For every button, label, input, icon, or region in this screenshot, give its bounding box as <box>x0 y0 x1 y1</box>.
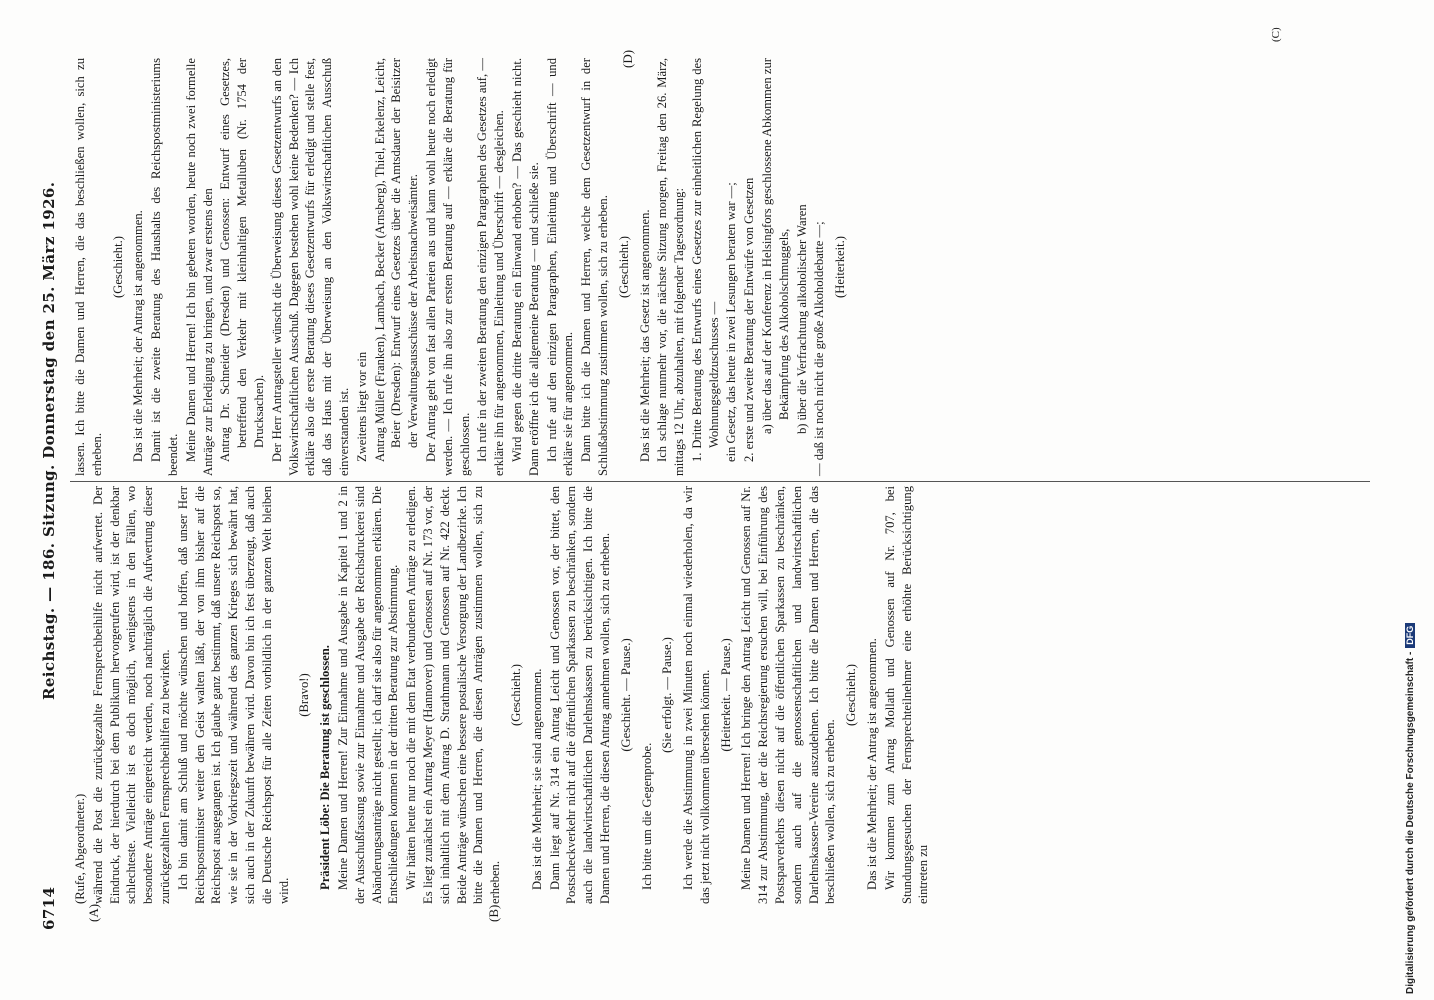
paragraph: Präsident Löbe: Die Beratung ist geschlossen. <box>318 645 333 890</box>
paragraph: Dann bitte ich die Damen und Herren, welche dem Gesetzentwurf in der Schlußabstimmung zustimmen wollen, sich zu erheben. <box>579 58 610 476</box>
paragraph: Dann liegt auf Nr. 314 ein Antrag Leicht und Genossen vor, der bittet, den Postscheckverkehr nicht auf die öffentlichen Sparkassen zu beschränken, sondern auch die landwirtschaftlichen Darlehnskassen zu berücksichtigen. Ich bitte die Damen und Herren, die diesen Antrag annehmen wollen, sich zu erheben. <box>547 486 612 904</box>
agenda-subitem: a) über das auf der Konferenz in Helsingfors geschlossene Abkommen zur Bekämpfung des Alkoholschmuggels, <box>760 58 791 434</box>
paragraph: (Rufe, Abgeordneter.) <box>73 793 87 904</box>
right-column <box>72 58 853 476</box>
paragraph: Das ist die Mehrheit; das Gesetz ist angenommen. <box>637 209 652 462</box>
paragraph: Meine Damen und Herren! Ich bringe den Antrag Leicht und Genossen auf Nr. 314 zur Abstimmung, der die Reichsregierung ersuchen will, bei Einführung des Postsparverkehrs diesen nicht auf die öffentlichen Sparkassen zu beschränken, sondern auch auf die genossenschaftlichen und landwirtschaftlichen Darlehnskassen-Vereine auszudehnen. Ich bitte die Damen und Herren, die das beschließen wollen, sich zu erheben. <box>739 486 838 904</box>
paragraph: Zweitens liegt vor ein <box>354 351 369 462</box>
column-divider <box>70 481 1370 482</box>
agenda-item: 2. erste und zweite Beratung der Entwürfe von Gesetzen <box>742 177 757 462</box>
page-number: 6714 <box>40 886 58 930</box>
paragraph: Das ist die Mehrheit; der Antrag ist angenommen. <box>865 638 880 890</box>
paragraph: Das ist die Mehrheit; der Antrag ist angenommen. <box>131 210 146 462</box>
interjection: (Heiterkeit. — Pause.) <box>718 638 733 752</box>
page-title: Reichstag. — 186. Sitzung. Donnerstag den 25. März 1926. <box>40 181 58 700</box>
paragraph: Ich bitte um die Gegenprobe. <box>639 742 654 890</box>
digitization-footer <box>1405 623 1416 994</box>
margin-mark-d: (D) <box>620 49 635 68</box>
interjection: (Geschieht. — Pause.) <box>618 638 633 752</box>
paragraph: — daß ist noch nicht die große Alkoholdebatte —; <box>812 221 827 476</box>
paragraph: Der Herr Antragsteller wünscht die Überweisung dieses Gesetzentwurfs an den Volkswirtschaftlichen Ausschuß. Dagegen bestehen wohl keine Bedenken? — Ich erkläre also die erste Beratung dieses Gesetzentwurfs für erledigt und stelle fest, daß das Haus mit der Überweisung an den Volkswirtschaftlichen Ausschuß einverstanden ist. <box>269 58 351 476</box>
paragraph: Ich werde die Abstimmung in zwei Minuten noch einmal wiederholen, da wir das jetzt nicht vollkommen übersehen können. <box>681 486 712 904</box>
agenda-subitem: b) über die Verfrachtung alkoholischer Waren <box>794 204 809 434</box>
paragraph: Der Antrag geht von fast allen Parteien aus und kann wohl heute noch erledigt werden. — Ich rufe ihn also zur ersten Beratung auf — erkläre die Beratung für geschlossen. <box>423 58 472 476</box>
interjection: (Geschieht.) <box>110 236 125 298</box>
paragraph: Meine Damen und Herren! Zur Einnahme und Ausgabe in Kapitel 1 und 2 in der Ausschußfassung sowie zur Einnahme und Ausgabe der Reichsdruckerei sind Abänderungsanträge nicht gestellt; ich darf sie also für angenommen erklären. Die Entschließungen kommen in der dritten Beratung zur Abstimmung. <box>335 486 401 904</box>
margin-mark-b: (B) <box>486 904 501 922</box>
interjection: (Heiterkeit.) <box>833 236 848 298</box>
interjection: (Geschieht.) <box>508 664 523 726</box>
paragraph: Ich schlage nunmehr vor, die nächste Sitzung morgen, Freitag den 26. März, mittags 12 Uhr, abzuhalten, mit folgender Tagesordnung: <box>655 58 687 476</box>
interjection: (Geschieht.) <box>616 236 631 298</box>
paragraph: während die Post die zurückgezahlte Fernsprechbeihilfe nicht aufwertet. Der Eindruck, der hierdurch bei dem Publikum hervorgerufen wird, ist der denkbar schlechteste. Vielleicht ist es doch möglich, wenigstens in den Fällen, wo besondere Anträge eingereicht werden, noch nachträglich die Aufwertung dieser zurückgezahlten Fernsprechbeihilfen zu bewirken. <box>90 486 172 904</box>
paragraph: Ich rufe auf den einzigen Paragraphen, Einleitung und Überschrift — und erkläre sie für angenommen. <box>544 58 576 476</box>
paragraph: Meine Damen und Herren! Ich bin gebeten worden, heute noch zwei formelle Anträge zur Erledigung zu bringen, und zwar erstens den <box>183 58 215 476</box>
interjection: (Sie erfolgt. — Pause.) <box>660 637 675 753</box>
paragraph: Wir hätten heute nur noch die mit dem Etat verbundenen Anträge zu erledigen. Es liegt zunächst ein Antrag Meyer (Hannover) und Genossen auf Nr. 173 vor, der sich inhaltlich mit dem Antrag D. Strathmann und Genossen auf Nr. 422 deckt. Beide Anträge wünschen eine bessere postalische Versorgung der Landbezirke. Ich bitte die Damen und Herren, die diesen Anträgen zustimmen wollen, sich zu erheben. <box>404 486 503 904</box>
paragraph: lassen. Ich bitte die Damen und Herren, die das beschließen wollen, sich zu erheben. <box>73 58 104 476</box>
motion-item: Antrag Müller (Franken), Lambach, Becker (Arnsberg), Thiel, Erkelenz, Leicht, Beier (Dresden): Entwurf eines Gesetzes über die Amtsdauer der Beisitzer der Verwaltungsausschüsse der Arbeitsnachweisämter. <box>372 58 421 462</box>
paragraph: Wird gegen die dritte Beratung ein Einwand erhoben? — Das geschieht nicht. Dann eröffne ich die allgemeine Beratung — und schließe sie. <box>509 58 541 476</box>
paragraph: Wir kommen zum Antrag Mollath und Genossen auf Nr. 707, bei Stundungsgesuchen der Fernsprechteilnehmer eine erhöhte Berücksichtigung eintreten zu <box>882 486 931 904</box>
paragraph: Damit ist die zweite Beratung des Haushalts des Reichspostministeriums beendet. <box>149 58 180 476</box>
interjection: (Geschieht.) <box>844 664 859 726</box>
paragraph: Ich rufe in der zweiten Beratung den einzigen Paragraphen des Gesetzes auf, — erkläre ihn für angenommen, Einleitung und Überschrift — desgleichen. <box>475 58 507 476</box>
left-column <box>72 486 933 904</box>
interjection: (Bravo!) <box>297 673 312 717</box>
margin-mark-a: (A) <box>86 903 101 922</box>
agenda-item: ein Gesetz, das heute in zwei Lesungen beraten war —; <box>724 182 739 462</box>
paragraph: Ich bin damit am Schluß und möchte wünschen und hoffen, daß unser Herr Reichspostminister weiter den Geist walten läßt, der von ihm bisher auf die Reichspost ausgegangen ist. Ich glaube ganz bestimmt, daß unsere Reichspost so, wie sie in der Vorkriegszeit und während des ganzen Krieges sich bewährt hat, sich auch in der Zukunft bewähren wird. Davon bin ich fest überzeugt, daß auch die Deutsche Reichspost für alle Zeiten vorbildlich in der ganzen Welt bleiben wird. <box>175 486 291 904</box>
footer-text: Digitalisierung gefördert durch die Deutsche Forschungsgemeinschaft - <box>1405 651 1416 994</box>
agenda-item: 1. Dritte Beratung des Entwurfs eines Gesetzes zur einheitlichen Regelung des Wohnungsgeldzuschusses — <box>689 58 721 462</box>
dfg-logo: DFG <box>1405 623 1415 648</box>
motion-item: Antrag Dr. Schneider (Dresden) und Genossen: Entwurf eines Gesetzes, betreffend den Verkehr mit kleinhaltigen Metalluben (Nr. 1754 der Drucksachen). <box>218 58 266 462</box>
paragraph: Das ist die Mehrheit; sie sind angenommen. <box>529 668 544 890</box>
margin-mark-c-label: (C) <box>1270 27 1282 42</box>
